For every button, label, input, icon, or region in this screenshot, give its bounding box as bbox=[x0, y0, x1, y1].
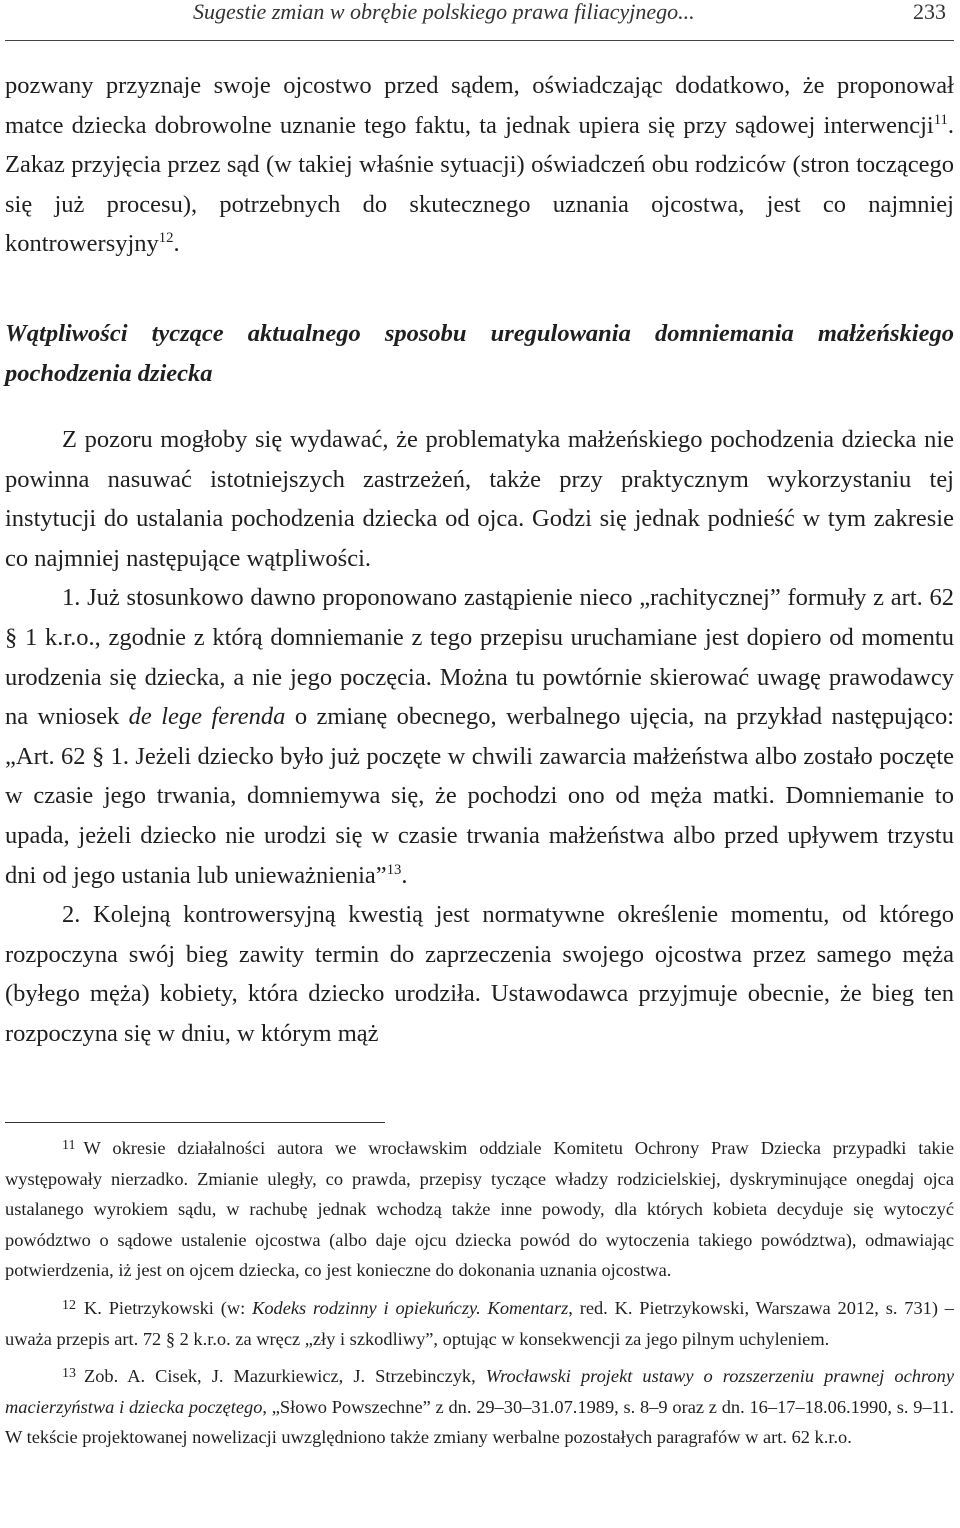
paragraph-point-2: 2. Kolejną kontrowersyjną kwestią jest normatywne określenie momentu, od którego rozpoczyna swój bieg zawity termin do zaprzeczenia swojego ojcostwa przez samego męża (byłego męża) kobiety, która dziecko urodziła. Ustawodawca przyjmuje obecnie, że bieg ten rozpoczyna się w dniu, w którym mąż bbox=[5, 901, 954, 1047]
footnotes bbox=[5, 1133, 954, 1453]
footnote-ref-13[interactable]: 13 bbox=[386, 861, 402, 878]
footnote-mark: 12 bbox=[62, 1298, 76, 1314]
main-text-top bbox=[5, 66, 954, 264]
main-text-section bbox=[5, 420, 954, 1054]
footnote-13: $^{13}$ Zob. A. Cisek, J. Mazurkiewicz, J. Strzebinczyk, Wrocławski projekt ustawy o rozszerzeniu prawnej ochrony macierzyństwa i dziecka poczętego, „Słowo Powszechne” z dn. 29–30–31.07.1989, s. 8–9 oraz z dn. 16–17–18.06.1990, s. 9–11. W tekście projektowanej nowelizacji uwzględniono także zmiany werbalne pozostałych paragrafów w art. 62 k.r.o. bbox=[5, 1366, 954, 1448]
header-rule bbox=[5, 40, 954, 41]
section-heading: Wątpliwości tyczące aktualnego sposobu uregulowania domniemania małżeńskiego pochodzenia dziecka bbox=[5, 320, 954, 387]
footnote-mark: 11 bbox=[62, 1138, 76, 1154]
section-block bbox=[5, 314, 954, 393]
page-number: 233 bbox=[913, 0, 946, 24]
footnote-11: $^{11}$ W okresie działalności autora we wrocławskim oddziale Komitetu Ochrony Praw Dziecka przypadki takie występowały nierzadko. Zmianie uległy, co prawda, przepisy tyczące władzy rodzicielskiej, dyskryminujące onegdaj ojca ustalanego wyrokiem sądu, w rachubę jednak wchodzą także inne powody, dla których kobieta decyduje się wytoczyć powództwo o sądowe ustalenie ojcostwa (albo daje ojcu dziecka powód do wytoczenia takiego powództwa), odmawiając potwierdzenia, iż jest on ojcem dziecka, co jest konieczne do dokonania uznania ojcostwa. bbox=[5, 1138, 954, 1281]
paragraph-point-1: 1. Już stosunkowo dawno proponowano zastąpienie nieco „rachitycznej” formuły z art. 62 § 1 k.r.o., zgodnie z którą domniemanie z tego przepisu uruchamiane jest dopiero od momentu urodzenia się dziecka, a nie jego poczęcia. Można tu powtórnie skierować uwagę prawodawcy na wniosek de lege ferenda o zmianę obecnego, werbalnego ujęcia, na przykład następująco: „Art. 62 § 1. Jeżeli dziecko było już poczęte w chwili zawarcia małżeństwa albo zostało poczęte w czasie jego trwania, domniemywa się, że pochodzi ono od męża matki. Domniemanie to upada, jeżeli dziecko nie urodzi się w czasie trwania małżeństwa albo przed upływem trzystu dni od jego ustania lub unieważnienia”$^{13}$. bbox=[5, 584, 954, 889]
running-title: Sugestie zmian w obrębie polskiego prawa filiacyjnego... bbox=[193, 0, 695, 24]
footnote-separator bbox=[5, 1122, 385, 1123]
paragraph-continuation: pozwany przyznaje swoje ojcostwo przed sądem, oświadczając dodatkowo, że proponował matce dziecka dobrowolne uznanie tego faktu, ta jednak upiera się przy sądowej interwencji$^{11}$. Zakaz przyjęcia przez sąd (w takiej właśnie sytuacji) oświadczeń obu rodziców (stron toczącego się już procesu), potrzebnych do skutecznego uznania ojcostwa, jest co najmniej kontrowersyjny$^{12}$. bbox=[5, 72, 954, 258]
footnote-ref-12[interactable]: 12 bbox=[158, 230, 174, 247]
footnote-mark: 13 bbox=[62, 1366, 76, 1382]
footnote-12: $^{12}$ K. Pietrzykowski (w: Kodeks rodzinny i opiekuńczy. Komentarz, red. K. Pietrzykowski, Warszawa 2012, s. 731) – uważa przepis art. 72 § 2 k.r.o. za wręcz „zły i szkodliwy”, optując w konsekwencji za jego pilnym uchyleniem. bbox=[5, 1297, 954, 1349]
footnote-ref-11[interactable]: 11 bbox=[933, 111, 948, 128]
page-header bbox=[5, 0, 954, 30]
paragraph-intro: Z pozoru mogłoby się wydawać, że problematyka małżeńskiego pochodzenia dziecka nie powinna nasuwać istotniejszych zastrzeżeń, także przy praktycznym wykorzystaniu tej instytucji do ustalania pochodzenia dziecka od ojca. Godzi się jednak podnieść w tym zakresie co najmniej następujące wątpliwości. bbox=[5, 426, 954, 572]
